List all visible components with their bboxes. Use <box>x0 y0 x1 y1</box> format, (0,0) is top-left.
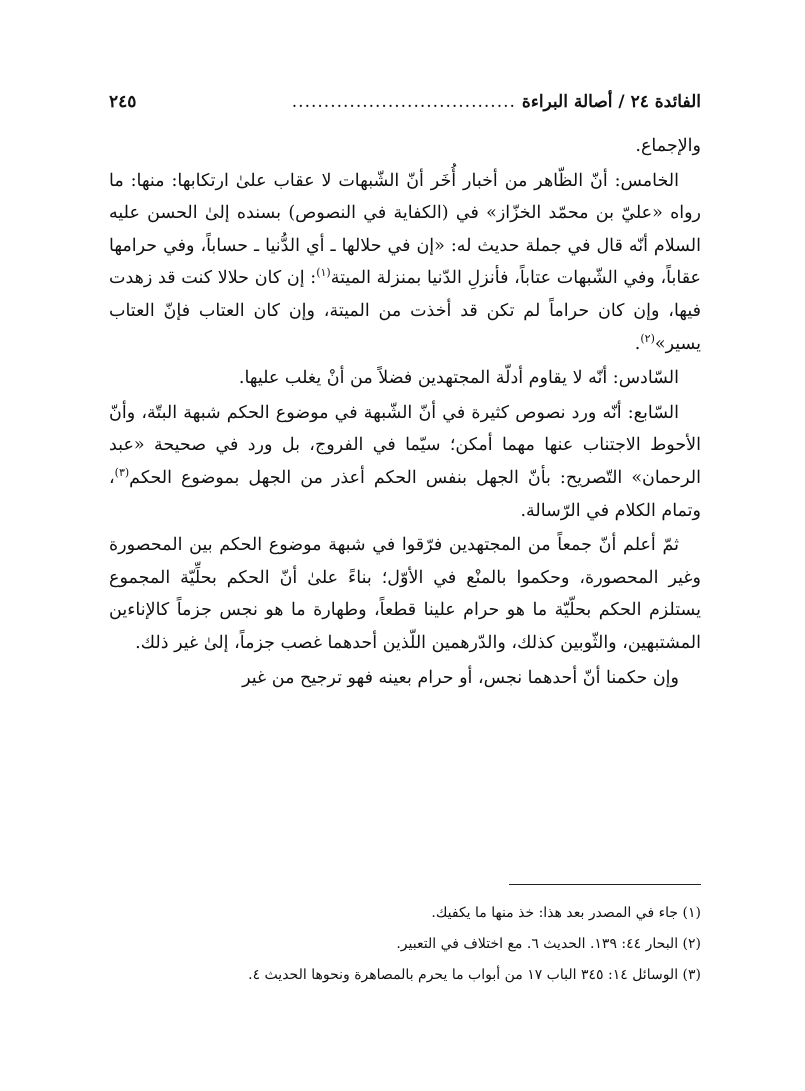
footnote-divider <box>509 884 701 885</box>
footnote-1: (١) جاء في المصدر بعد هذا: خذ منها ما يكفيك. <box>431 905 701 921</box>
footnote-2: (٢) البحار ٤٤: ١٣٩. الحديث ٦. مع اختلاف في التعبير. <box>396 936 701 952</box>
paragraph-seventh <box>109 397 701 527</box>
paragraph-fifth <box>109 165 701 361</box>
paragraph-text: . <box>634 333 641 354</box>
paragraph-text: وإن حكمنا أنّ أحدهما نجس، أو حرام بعينه فهو ترجيح من غير <box>242 667 679 688</box>
paragraph-text: والإجماع. <box>635 136 701 156</box>
header-title: الفائدة ٢٤ / أصالة البراءة <box>521 92 701 112</box>
paragraph-text: السّابع: أنّه ورد نصوص كثيرة في أنّ الشّبهة في موضوع الحكم شبهة البتّة، وأنّ الأحوط الاجتناب عنها مهما أمكن؛ سيّما في الفروج، بل ورد في صحيحة «عبد الرحمان» التّصريح: بأنّ الجهل بنفس الحكم أعذر من الجهل بموضوع الحكم <box>109 402 701 488</box>
page-number: ٢٤٥ <box>109 92 137 112</box>
paragraph-text: ثمّ أعلم أنّ جمعاً من المجتهدين فرّقوا في شبهة موضوع الحكم بين المحصورة وغير المحصورة، وحكموا بالمنْع في الأوّل؛ بناءً علىٰ أنّ الحكم بحلِّيّة المجموع يستلزم الحكم بحلّيّة ما هو حرام علينا قطعاً، وطهارة ما هو نجس جزماً كالإناءين المشتبهين، والثّوبين كذلك، والدّرهمين اللّذين أحدهما غصب جزماً، إلىٰ غير ذلك. <box>109 535 701 653</box>
paragraph-text: ، وتمام الكلام في الرّسالة. <box>109 467 701 521</box>
header-leader-dots: ................................... <box>291 92 516 112</box>
footnotes <box>109 898 701 991</box>
running-header <box>109 86 701 118</box>
main-text <box>109 130 701 694</box>
paragraph-text: : إن كان حلالا كنت قد زهدت فيها، وإن كان حراماً لم تكن قد أخذت من الميتة، وإن كان العتاب فإنّ العتاب يسير» <box>109 268 701 354</box>
footnote-ref-2[interactable]: (٢) <box>640 331 655 345</box>
footnote-ref-1[interactable]: (١) <box>316 266 331 280</box>
paragraph-text: الخامس: أنّ الظّاهر من أخبار أُخَر أنّ الشّبهات لا عقاب علىٰ ارتكابها: منها: ما رواه «عليّ بن محمّد الخزّاز» في (الكفاية في النصوص) بسنده إلىٰ الحسن عليه السلام أنّه قال في جملة حديث له: «إن في حلالها ـ أي الدُّنيا ـ حساباً، وفي حرامها عقاباً، وفي الشّبهات عتاباً، فأنزلِ الدّنيا بمنزلة الميتة <box>109 170 701 289</box>
paragraph-last <box>109 662 701 695</box>
paragraph-ijma <box>109 130 701 163</box>
footnote-ref-3[interactable]: (٣) <box>114 466 130 480</box>
footnote-3: (٣) الوسائل ١٤: ٣٤٥ الباب ١٧ من أبواب ما يحرم بالمصاهرة ونحوها الحديث ٤. <box>248 967 701 983</box>
paragraph-note <box>109 529 701 659</box>
paragraph-text: السّادس: أنّه لا يقاوم أدلّة المجتهدين فضلاً من أنْ يغلب عليها. <box>238 368 679 389</box>
paragraph-sixth <box>109 362 701 395</box>
